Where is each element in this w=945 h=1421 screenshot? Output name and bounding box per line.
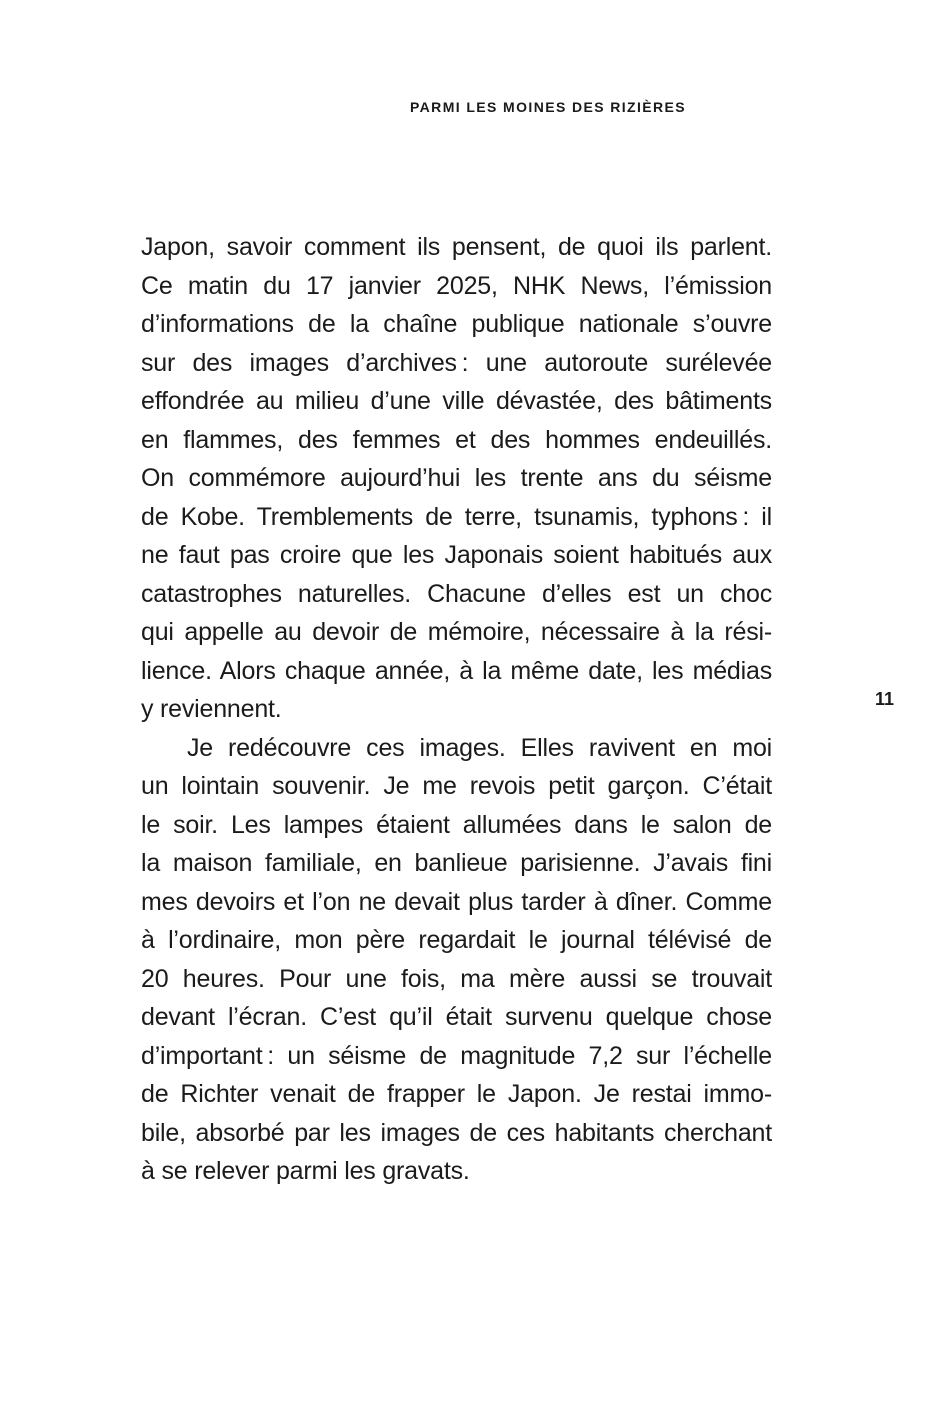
body-line: d’informations de la chaîne publique nationale s’ouvre [141, 310, 772, 338]
page-number: 11 [875, 689, 895, 709]
body-line: y reviennent. [141, 695, 282, 723]
body-line: la maison familiale, en banlieue parisienne. J’avais fini [141, 849, 772, 877]
body-line: catastrophes naturelles. Chacune d’elles est un choc [141, 579, 772, 608]
body-line: Je redécouvre ces images. Elles ravivent en moi [187, 733, 772, 762]
body-line: sur des images d’archives : une autoroute surélevée [141, 348, 772, 377]
paragraph [141, 729, 772, 1191]
body-line: à l’ordinaire, mon père regardait le journal télévisé de [141, 926, 772, 954]
body-line: lience. Alors chaque année, à la même date, les médias [141, 656, 772, 685]
body-line: 20 heures. Pour une fois, ma mère aussi se trouvait [141, 964, 772, 993]
body-line: un lointain souvenir. Je me revois petit garçon. C’était [141, 772, 772, 800]
body-line: mes devoirs et l’on ne devait plus tarder à dîner. Comme [141, 887, 772, 916]
body-line: ne faut pas croire que les Japonais soient habitués aux [141, 541, 772, 569]
body-line: effondrée au milieu d’une ville dévastée, des bâtiments [141, 387, 772, 415]
body-line: de Richter venait de frapper le Japon. Je restai immo- [141, 1080, 772, 1108]
body-line: en flammes, des femmes et des hommes endeuillés. [141, 425, 772, 454]
body-line: On commémore aujourd’hui les trente ans du séisme [141, 464, 772, 492]
paragraph [141, 228, 772, 729]
body-line: de Kobe. Tremblements de terre, tsunamis, typhons : il [141, 502, 772, 531]
body-line: devant l’écran. C’est qu’il était survenu quelque chose [141, 1003, 772, 1031]
body-line: qui appelle au devoir de mémoire, nécessaire à la rési- [141, 618, 772, 646]
body-line: Japon, savoir comment ils pensent, de quoi ils parlent. [141, 233, 772, 261]
text-block [141, 228, 772, 1191]
running-head: PARMI LES MOINES DES RIZIÈRES [409, 99, 687, 115]
body-line: à se relever parmi les gravats. [141, 1157, 470, 1185]
body-line: bile, absorbé par les images de ces habitants cherchant [141, 1118, 772, 1147]
body-line: d’important : un séisme de magnitude 7,2 sur l’échelle [141, 1041, 772, 1070]
body-line: Ce matin du 17 janvier 2025, NHK News, l’émission [141, 271, 772, 300]
body-line: le soir. Les lampes étaient allumées dans le salon de [141, 810, 772, 839]
